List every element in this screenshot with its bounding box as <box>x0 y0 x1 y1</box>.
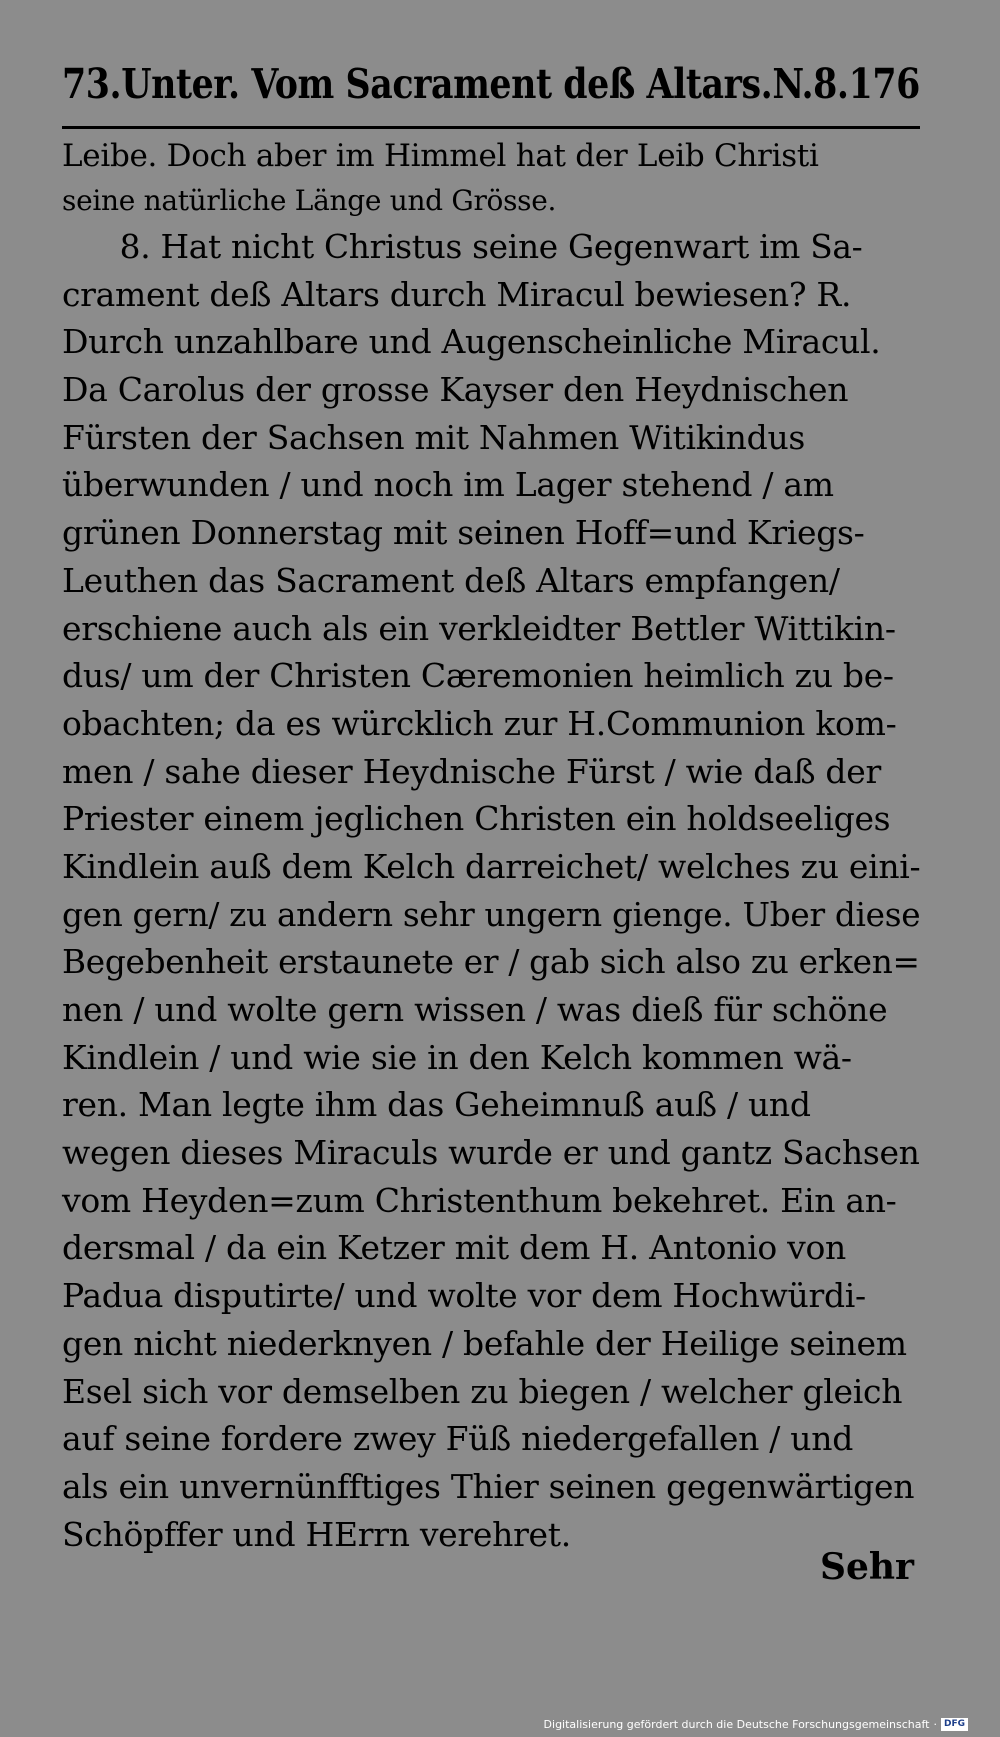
digitization-credit <box>544 1718 968 1731</box>
text-line: Leuthen das Sacrament deß Altars empfangen/ <box>62 560 840 600</box>
text-line: Esel sich vor demselben zu biegen / welcher gleich <box>62 1371 903 1411</box>
text-line: Kindlein / und wie sie in den Kelch kommen wä- <box>62 1037 852 1077</box>
text-line: dus/ um der Christen Cæremonien heimlich zu be- <box>62 656 894 696</box>
text-line: Priester einem jeglichen Christen ein holdseeliges <box>62 799 891 839</box>
text-line: Fürsten der Sachsen mit Nahmen Witikindus <box>62 417 806 457</box>
text-line: seine natürliche Länge und Grösse. <box>62 184 557 217</box>
text-line: Schöpffer und HErrn verehret. <box>62 1514 571 1554</box>
text-line: Leibe. Doch aber im Himmel hat der Leib Christi <box>62 138 819 174</box>
text-line: Da Carolus der grosse Kayser den Heydnischen <box>62 370 849 410</box>
dfg-logo-icon: DFG <box>941 1718 968 1731</box>
separator-dot: · <box>933 1718 937 1731</box>
text-line: vom Heyden=zum Christenthum bekehret. Ein an- <box>62 1180 897 1220</box>
text-line: obachten; da es würcklich zur H.Communion kom- <box>62 703 897 743</box>
text-line: 8. Hat nicht Christus seine Gegenwart im Sa- <box>119 227 863 266</box>
text-line: überwunden / und noch im Lager stehend / am <box>62 465 834 505</box>
catchword: Sehr <box>819 1546 914 1588</box>
header-rule <box>62 126 920 129</box>
text-line: auf seine fordere zwey Füß niedergefallen / und <box>62 1419 854 1459</box>
text-line: grünen Donnerstag mit seinen Hoff=und Kriegs- <box>62 513 865 553</box>
text-line: Kindlein auß dem Kelch darreichet/ welches zu eini- <box>62 846 921 886</box>
credit-text: Digitalisierung gefördert durch die Deutsche Forschungsgemeinschaft <box>543 1718 930 1731</box>
text-line: nen / und wolte gern wissen / was dieß für schöne <box>62 990 888 1029</box>
text-line: ren. Man legte ihm das Geheimnuß auß / und <box>62 1085 811 1125</box>
text-line: wegen dieses Miraculs wurde er und gantz Sachsen <box>62 1133 920 1173</box>
text-line: Begebenheit erstaunete er / gab sich also zu erken= <box>62 942 920 982</box>
text-line: Padua disputirte/ und wolte vor dem Hochwürdi- <box>62 1276 866 1316</box>
text-line: dersmal / da ein Ketzer mit dem H. Antonio von <box>62 1228 846 1268</box>
text-line: men / sahe dieser Heydnische Fürst / wie daß der <box>62 751 881 791</box>
text-line: crament deß Altars durch Miracul bewiesen? R. <box>62 274 852 314</box>
text-line: Durch unzahlbare und Augenscheinliche Miracul. <box>62 322 881 362</box>
text-line: gen gern/ zu andern sehr ungern gienge. Uber diese <box>62 894 921 934</box>
running-head: 73.Unter. Vom Sacrament deß Altars.N.8.176 <box>62 60 920 108</box>
body-text <box>62 134 920 1558</box>
text-line: erschiene auch als ein verkleidter Bettler Wittikin- <box>62 608 896 648</box>
text-line: gen nicht niederknyen / befahle der Heilige seinem <box>62 1323 907 1363</box>
text-line: als ein unvernünfftiges Thier seinen gegenwärtigen <box>62 1466 915 1506</box>
